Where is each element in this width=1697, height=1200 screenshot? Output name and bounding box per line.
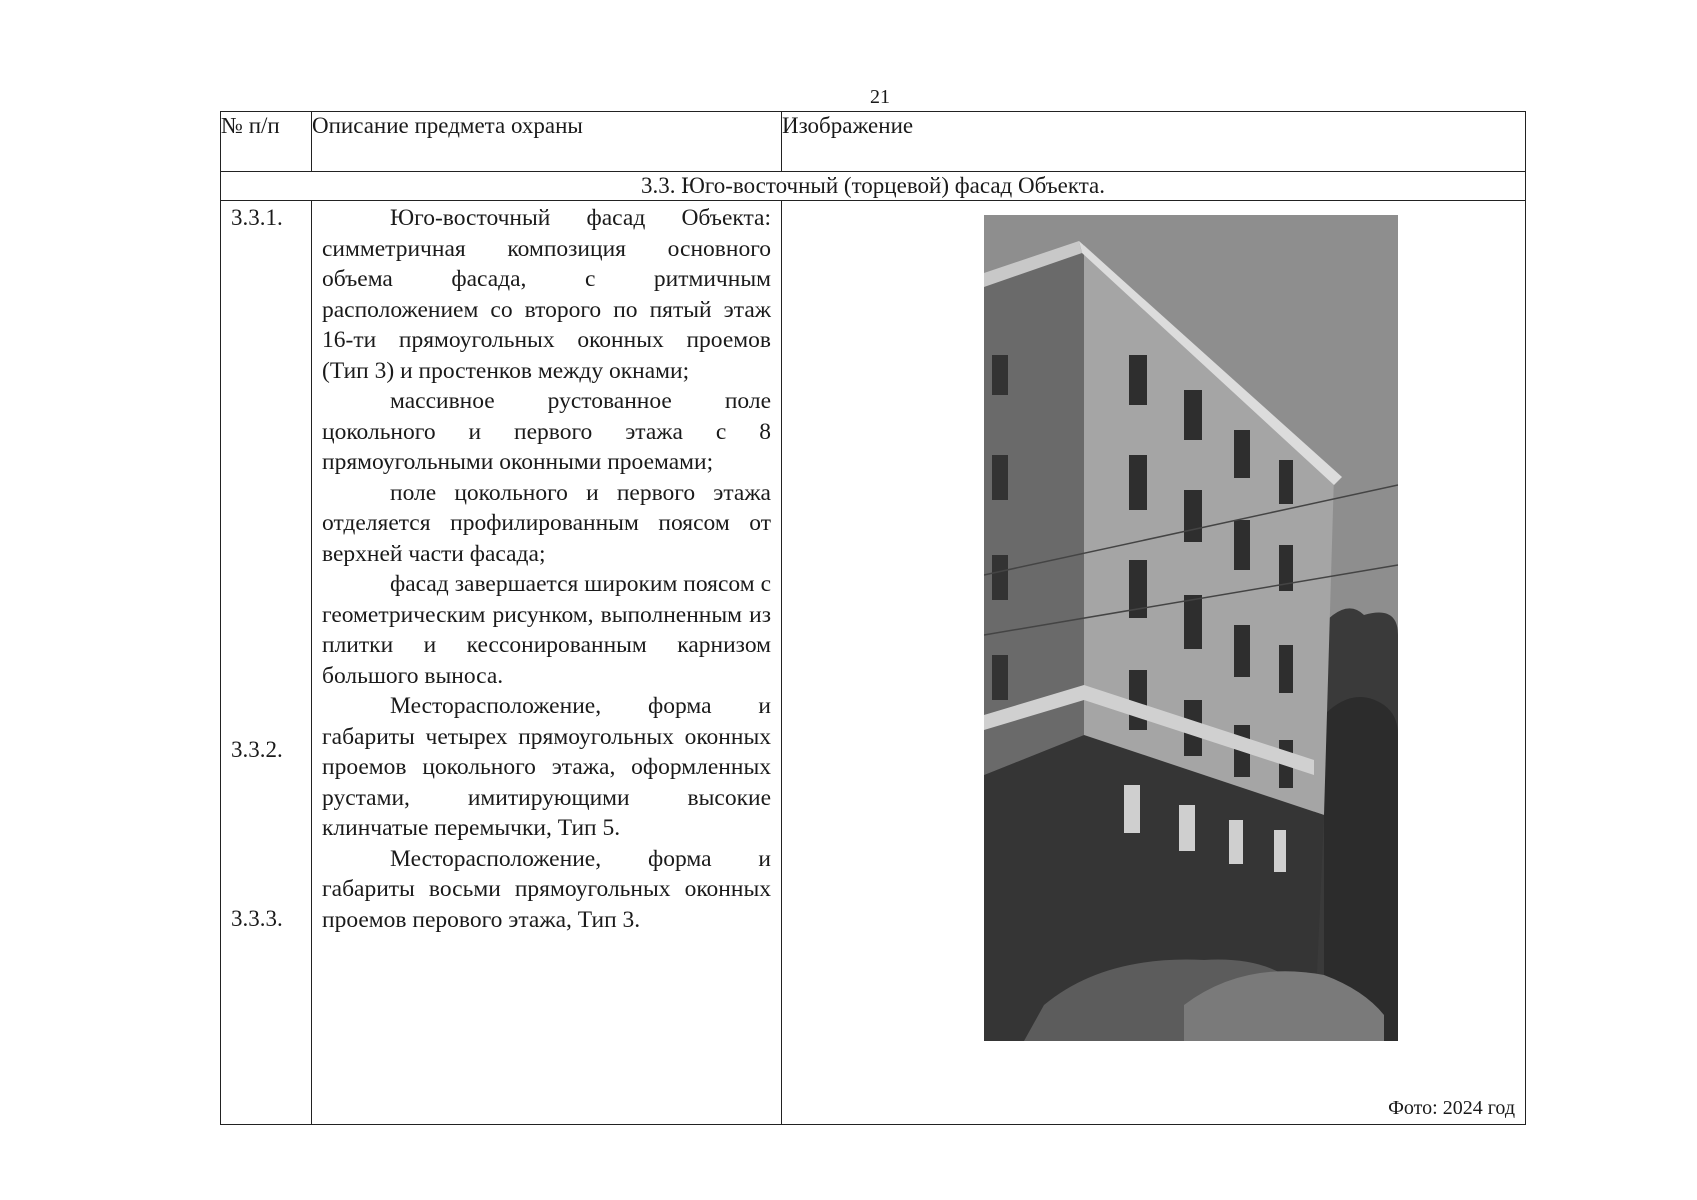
header-description: Описание предмета охраны (312, 112, 782, 172)
page-number: 21 (870, 86, 890, 108)
item-number: 3.3.3. (231, 906, 283, 931)
protection-table (220, 111, 1526, 1125)
description-column (312, 201, 782, 1125)
description-paragraph: Месторасположение, форма и габариты восьми прямоугольных оконных проемов перового этажа, Тип 3. (322, 845, 771, 933)
section-row (221, 172, 1526, 201)
description-paragraph: массивное рустованное поле цокольного и первого этажа с 8 прямоугольными оконными проемами; (322, 388, 771, 475)
description-paragraph: поле цокольного и первого этажа отделяется профилированным поясом от верхней части фасада; (322, 479, 771, 567)
photo-caption: Фото: 2024 год (1388, 1097, 1515, 1119)
description-paragraph: фасад завершается широким поясом с геометрическим рисунком, выполненным из плитки и кессонированным карнизом большого выноса. (322, 571, 771, 689)
numbers-column (221, 201, 312, 1125)
table-row (221, 201, 1526, 1125)
header-image: Изображение (782, 112, 1526, 172)
image-column (782, 201, 1526, 1125)
description-paragraph: Месторасположение, форма и габариты четырех прямоугольных оконных проемов цокольного этажа, оформленных рустами, имитирующими высокие клинчатые перемычки, Тип 5. (322, 693, 771, 841)
header-num: № п/п (221, 112, 312, 172)
section-title: 3.3. Юго-восточный (торцевой) фасад Объекта. (221, 172, 1526, 201)
table-header-row (221, 112, 1526, 172)
item-number: 3.3.1. (231, 205, 283, 230)
item-number: 3.3.2. (231, 737, 283, 762)
facade-photo (984, 215, 1398, 1041)
description-paragraph: Юго-восточный фасад Объекта: симметричная композиция основного объема фасада, с ритмичным расположением со второго по пятый этаж 16-ти прямоугольных оконных проемов (Тип 3) и простенков между окнами; (322, 205, 771, 384)
